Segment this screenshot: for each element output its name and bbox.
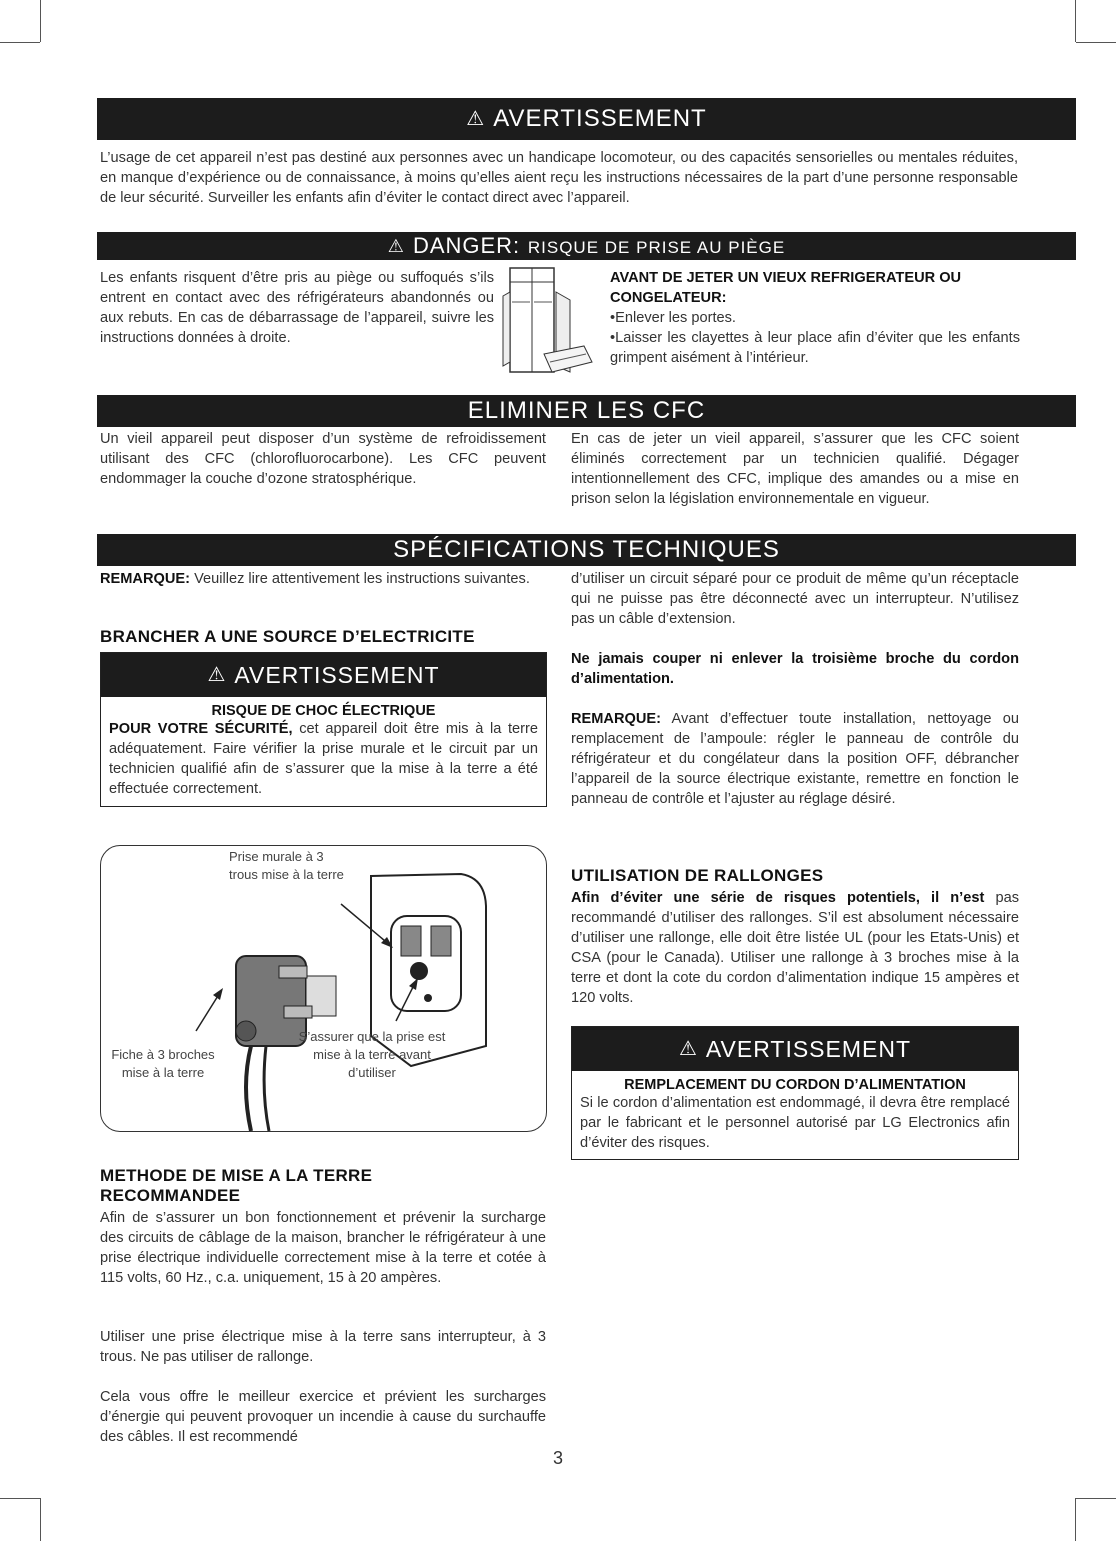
rallonges-heading: UTILISATION DE RALLONGES (571, 866, 824, 885)
outlet-figure (100, 845, 547, 1132)
remarque-paragraph: REMARQUE: Veuillez lire attentivement les instructions suivantes. (100, 571, 530, 587)
figure-label-assurer: S’assurer que la prise est mise à la terre avant d’utiliser (298, 1029, 446, 1080)
danger-bullet: •Enlever les portes. (610, 310, 736, 326)
box-subtitle: REMPLACEMENT DU CORDON D’ALIMENTATION (624, 1077, 966, 1093)
danger-right-heading: AVANT DE JETER UN VIEUX REFRIGERATEUR OU CONGELATEUR: (610, 270, 962, 306)
box-title: ⚠ AVERTISSEMENT (101, 653, 546, 697)
intro-paragraph: L’usage de cet appareil n’est pas destiné aux personnes avec un handicape locomoteur, ou des capacités sensorielles ou mentales réduites, en manque d’expérience ou de connaissance, à moins qu’elles aient reçu les instructions nécessaires de la part d’une personne responsable de leur sécurité. Surveiller les enfants afin d’éviter le contact direct avec l’appareil. (100, 150, 1018, 206)
crop-mark (1075, 0, 1076, 42)
danger-bullet: •Laisser les clayettes à leur place afin d’éviter que les enfants grimpent aisément à l’intérieur. (610, 330, 1020, 366)
methode-paragraph: Cela vous offre le meilleur exercice et prévient les surcharges d’énergie qui peuvent provoquer un incendie à cause du surchauffe des câbles. Il est recommendé (100, 1389, 546, 1445)
methode-paragraph: Utiliser une prise électrique mise à la terre sans interrupteur, à 3 trous. Ne pas utiliser de rallonge. (100, 1329, 546, 1365)
figure-label-prise: Prise murale à 3 trous mise à la terre (229, 849, 344, 882)
crop-mark (40, 0, 41, 42)
box-text: Si le cordon d’alimentation est endommagé, il devra être remplacé par le fabricant et le personnel autorisé par LG Electronics afin d’éviter des risques. (580, 1095, 1010, 1151)
figure-label-fiche: Fiche à 3 broches mise à la terre (111, 1047, 215, 1080)
box-subtitle: RISQUE DE CHOC ÉLECTRIQUE (211, 703, 436, 719)
page-number: 3 (552, 1448, 563, 1468)
right-bold-note: Ne jamais couper ni enlever la troisième broche du cordon d’alimentation. (571, 651, 1019, 687)
crop-mark (1076, 42, 1116, 43)
crop-mark (1076, 1498, 1116, 1499)
cfc-left-text: Un vieil appareil peut disposer d’un système de refroidissement utilisant des CFC (chlorofluorocarbone). Les CFC peuvent endommager la couche d’ozone stratosphérique. (100, 431, 546, 487)
box-text: POUR VOTRE SÉCURITÉ, cet appareil doit être mis à la terre adéquatement. Faire vérifier la prise murale et le circuit par un technicien qualifié afin de s’assurer que la mise à la terre a été effectuée correctement. (109, 721, 538, 797)
warning-icon: ⚠ (387, 236, 405, 256)
avertissement-cordon-box (571, 1026, 1019, 1160)
warning-icon: ⚠ (207, 664, 227, 686)
right-paragraph: d’utiliser un circuit séparé pour ce produit de même qu’un réceptacle qui ne puisse pas être déconnecté avec un interrupteur. N’utilisez pas un câble d’extension. (571, 571, 1019, 627)
outlet-illustration (101, 846, 546, 1131)
box-title: ⚠ AVERTISSEMENT (572, 1027, 1018, 1071)
avertissement-banner: ⚠ AVERTISSEMENT (97, 98, 1076, 140)
crop-mark (0, 1498, 40, 1499)
crop-mark (40, 1498, 41, 1541)
remarque2-paragraph: REMARQUE: Avant d’effectuer toute installation, nettoyage ou remplacement de l’ampoule: régler le panneau de contrôle du réfrigérateur et du congélateur dans la position OFF, débrancher l’appareil de la source électrique existante, remettre en fonction le panneau de contrôle et l’ajuster au réglage désiré. (571, 711, 1020, 807)
brancher-heading: BRANCHER A UNE SOURCE D’ELECTRICITE (100, 627, 475, 646)
crop-mark (1075, 1498, 1076, 1541)
cfc-banner: ELIMINER LES CFC (97, 395, 1076, 427)
rallonges-paragraph: Afin d’éviter une série de risques potentiels, il n’est pas recommandé d’utiliser des rallonges. S’il est absolument nécessaire d’utiliser une rallonge, elle doit être listée UL (pour les Etats-Unis) et CSA (pour le Canada). Utiliser une rallonge à 3 broches mise à la terre et dont la cote du cordon d’alimentation indique 15 ampères et 120 volts. (571, 890, 1019, 1006)
crop-mark (0, 42, 40, 43)
specs-banner: SPÉCIFICATIONS TECHNIQUES (97, 534, 1076, 566)
danger-left-text: Les enfants risquent d’être pris au piège ou suffoqués s’ils entrent en contact avec des réfrigérateurs abandonnés ou aux rebuts. En cas de débarrassage de l’appareil, suivre les instructions données à droite. (100, 270, 494, 346)
methode-heading: METHODE DE MISE A LA TERRE RECOMMANDEE (100, 1166, 373, 1205)
danger-banner: ⚠ DANGER: RISQUE DE PRISE AU PIÈGE (97, 232, 1076, 260)
warning-icon: ⚠ (466, 108, 486, 130)
warning-icon: ⚠ (678, 1038, 698, 1060)
cfc-right-text: En cas de jeter un vieil appareil, s’assurer que les CFC soient éliminés correctement par un technicien qualifié. Dégager intentionnellement des CFC, implique des amandes ou a mise en prison selon la législation environnementale en vigueur. (571, 431, 1019, 507)
danger-right-block (610, 268, 1020, 368)
methode-paragraph: Afin de s’assurer un bon fonctionnement et prévenir la surcharge des circuits de câblage de la maison, brancher le réfrigérateur à une prise électrique individuelle correctement mise à la terre et cotée à 115 volts, 60 Hz., c.a. uniquement, 15 à 20 ampères. (100, 1210, 546, 1286)
avertissement-choc-box (100, 652, 547, 807)
fridge-illustration (500, 262, 596, 386)
